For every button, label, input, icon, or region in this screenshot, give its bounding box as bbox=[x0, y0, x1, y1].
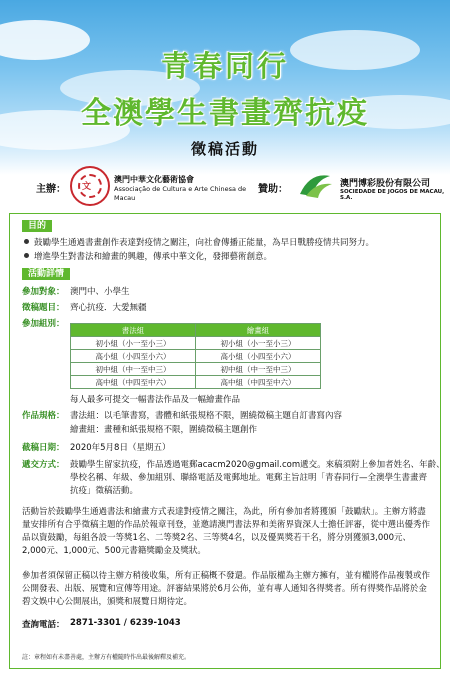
table-row bbox=[71, 337, 321, 350]
table-cell: 高小組（小四至小六） bbox=[71, 350, 196, 363]
table-cell: 初中組（中一至中三） bbox=[71, 363, 196, 376]
organizer-logo-icon: 文 bbox=[70, 166, 110, 206]
spec-calligraphy: 書法組：以毛筆書寫，書體和紙張規格不限，圍繞徵稿主題自訂書寫內容 bbox=[70, 411, 343, 421]
footnote: 註：章程如有未盡善處，主辦方有權隨時作出最後解釋及補充。 bbox=[22, 654, 191, 661]
enquiry-value: 2871-3301 / 6239-1043 bbox=[70, 618, 181, 628]
table-header: 書法組 bbox=[71, 324, 196, 337]
spec-painting: 繪畫組：畫種和紙張規格不限，圍繞徵稿主題創作 bbox=[70, 425, 258, 435]
table-header-row bbox=[71, 324, 321, 337]
title-line-1: 青春同行 bbox=[160, 49, 289, 83]
table-cell: 高中組（中四至中六） bbox=[71, 376, 196, 389]
table-cell: 初小組（小一至小三） bbox=[71, 337, 196, 350]
deadline-label: 截稿日期： bbox=[22, 443, 65, 453]
participants-value: 澳門中、小學生 bbox=[70, 287, 130, 297]
host-name-pt-2: Macau bbox=[114, 194, 136, 202]
host-label: 主辦： bbox=[36, 184, 66, 195]
table-cell: 高小組（小四至小六） bbox=[196, 350, 321, 363]
sponsor-row bbox=[0, 166, 450, 210]
content-panel bbox=[9, 213, 445, 669]
copyright-paragraph: 參加者須保留正稿以待主辦方稍後收集，所有正稿概不發還。作品版權為主辦方擁有，並有權將作品複製或作公開發表、出版、展覽和宣傳等用途。評審結果將於6月公佈，並有專人通知各得獎者。所有得獎作品將於金碧文娛中心公開展出，頒獎和展覽日期待定。 bbox=[22, 571, 431, 607]
submit-line: 學校名稱、年級、參加組別、聯絡電話及電郵地址。電郵主旨註明「青春同行—全澳學生書畫齊 bbox=[70, 473, 428, 483]
participants-label: 參加對象： bbox=[22, 287, 65, 297]
support-name-cn: 澳門博彩股份有限公司 bbox=[340, 179, 431, 189]
sjm-logo-icon bbox=[296, 170, 334, 200]
table-row bbox=[71, 350, 321, 363]
support-name-en: SOCIEDADE DE JOGOS DE MACAU, S.A. bbox=[340, 189, 445, 201]
support-label: 贊助： bbox=[258, 184, 288, 195]
submit-line: 抗疫」徵稿活動。 bbox=[70, 486, 139, 496]
details-heading: 活動詳情 bbox=[22, 268, 70, 280]
title-line-2: 全澳學生書畫齊抗疫 bbox=[81, 96, 369, 131]
table-cell: 初小組（小一至小三） bbox=[196, 337, 321, 350]
subtitle: 徵稿活動 bbox=[190, 140, 259, 158]
theme-value: 齊心抗疫．大愛無疆 bbox=[70, 303, 147, 313]
table-cell: 高中組（中四至中六） bbox=[196, 376, 321, 389]
theme-label: 徵稿題目： bbox=[22, 303, 65, 313]
table-header: 繪畫組 bbox=[196, 324, 321, 337]
submit-label: 遞交方式： bbox=[22, 460, 65, 470]
host-name-pt: Associação de Cultura e Arte Chinesa de bbox=[114, 185, 247, 193]
awards-paragraph: 活動旨於鼓勵學生通過書法和繪畫方式表達對疫情之關注，為此，所有參加者將獲頒「鼓勵狀」。主辦方將盡量安排所有合乎徵稿主題的作品於報章刊登，並邀請澳門書法界和美術界資深人士擔任評審，從中選出優秀作品以資鼓勵，每組各設一等獎1名、二等獎2名、三等獎4名，以及優異獎若干名，將分別獲頒3,000元、2,000元、1,000元、500元書籍獎勵金及獎狀。 bbox=[22, 507, 431, 556]
deadline-value: 2020年5月8日（星期五） bbox=[70, 443, 171, 453]
groups-table bbox=[70, 323, 321, 389]
table-row bbox=[71, 363, 321, 376]
submit-line: 鼓勵學生留家抗疫，作品透過電郵acacm2020@gmail.com遞交。來稿須附上參加者姓名、年齡、 bbox=[70, 460, 445, 470]
table-row bbox=[71, 376, 321, 389]
purpose-heading: 目的 bbox=[22, 220, 52, 232]
host-name-cn: 澳門中華文化藝術協會 bbox=[114, 175, 194, 184]
enquiry-label: 查詢電話： bbox=[22, 620, 65, 630]
purpose-item: 增進學生對書法和繪畫的興趣，傳承中華文化，發揮藝術創意。 bbox=[24, 250, 272, 262]
limit-note: 每人最多可提交一幅書法作品及一幅繪畫作品 bbox=[70, 395, 241, 405]
purpose-item: 鼓勵學生通過書畫創作表達對疫情之關注，向社會傳播正能量，為早日戰勝疫情共同努力。 bbox=[24, 236, 374, 248]
groups-label: 參加組別： bbox=[22, 319, 65, 329]
spec-label: 作品規格： bbox=[22, 411, 65, 421]
table-cell: 初中組（中一至中三） bbox=[196, 363, 321, 376]
